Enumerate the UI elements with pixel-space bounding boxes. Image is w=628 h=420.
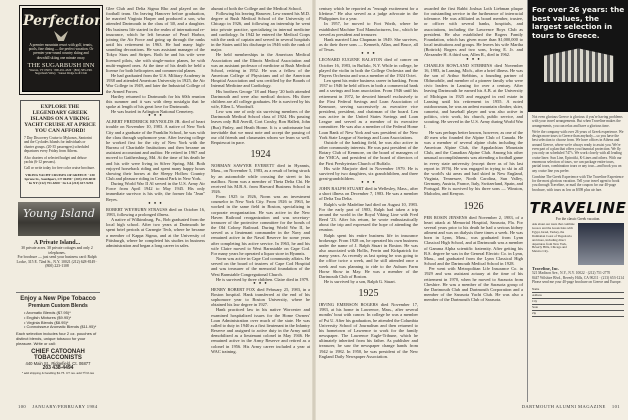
blend-item: • Aromatic Blends ($7.95)*	[24, 310, 71, 315]
class-year-heading: 1924	[250, 149, 271, 161]
ad-phone: 203 438-4494	[42, 365, 74, 372]
obituary-paragraph: PER ROSIN JENSENS died November 2, 1983, of a heart attack at Memorial Hospital, Sarasota, Fla. For several years prior to his death he had a serious kidney ailment and was on dialysis three times a week. He was born in Lynn, Mass., was graduated from Lynn Classical High School, and at Dartmouth was a member of Gamma Alpha scientific fraternity. After getting his B.S. degree he was in the General Electric Co. in Lynn, Mass., and graduated from the Lynn Classical High School and the Dartmouth Medical School in 1928.	[424, 214, 523, 267]
ad-paragraph: Not even glorious Greece is glorious if you're having problems with your travel arrangements. But when Traveline makes the arrangements, you can relax and have a glorious time.	[532, 115, 623, 128]
coupon-field-zip[interactable]: Zip	[532, 311, 624, 317]
text-column-4	[424, 6, 523, 394]
ad-logo: Young Island	[23, 207, 95, 220]
coupon-field-address[interactable]: Address	[532, 293, 624, 299]
coupon[interactable]	[528, 221, 628, 267]
page-number: 100	[18, 404, 27, 409]
obituary-paragraph: A native of Wilkinsburg, Pa., Bob graduated from the local high school. After two years at Dartmouth he spent brief periods at Carnegie Tech, where he became a member of Kappa Sigma, and at the University of Pittsburgh, where he completed his studies in business administration and began a long career in sales.	[106, 217, 205, 248]
footer-left	[18, 404, 98, 409]
ad-contact: Sugarbush Valley · Sunset Ridge Golf Club	[34, 71, 88, 76]
sugarbush-ad	[22, 8, 110, 92]
class-year-heading: 1925	[358, 288, 379, 300]
brochure-image	[578, 223, 624, 265]
company-name: Traveline, Inc.	[532, 266, 560, 272]
blend-item: • Connoisseur Aromatic Blends ($11.95)*	[24, 324, 97, 330]
obituary-paragraph: Outside of the banking field, he was also active in other community interests. He was past president of the Rotary Club of Kenmore, on the board of managers of the YMCA, and president of the board of directors of the First Presbyterian Church of Buffalo.	[319, 139, 418, 166]
ad-footer: VIKING YACHT CRUISES OF GREECE · 230 Spruce St., Southport, CT 06490 · (203) 259-6030 · In NY (212) 751-6300 · In LA (213) 617-9292	[24, 172, 96, 185]
traveline-ad	[527, 0, 628, 402]
obituary-paragraph: He is survived by a son, Ralph G. Stuart.	[324, 278, 396, 284]
obituary-paragraph: Hank practiced law in his native Worcester and examined hospitalized issues for the Home Owners' Loan Administration over much of the state. He was called to duty in 1940 as a first lieutenant in the Infantry Reserve and assigned to active duty in the Army until demobilized as a lieutenant colonel in May 1946. He remained active in the Army Reserve and retired as a colonel in 1956. His Army career included a year at WAC training.	[211, 307, 310, 354]
ad-address: 440 Main St., Ridgefield, Ct. 06877	[25, 361, 91, 367]
young-island-photo	[18, 202, 100, 236]
obituary-paragraph: His wife Marjorie died in November 1979. He is survived by two daughters, six grandchildren, and three great-grandchildren.	[319, 165, 418, 181]
obituary-paragraph: awarded the first Rabbi Joshua Loth Liebman plaque for outstanding service in the furtherance of interracial tolerance. He was affiliated as board member, trustee, or officer with several banks, hospitals, and associations, including the Lawrence Boys Club as president. He also established the Rogers Family Foundation, which has given more than $1,000,000 to local institutions and groups. He leaves his wife Martha (Bottrick) Rogers and two sons, Irving E. Jr. and Alexander H. A third son, Allen R., died in 1962.	[424, 6, 523, 58]
separator: • • •	[466, 56, 481, 63]
obituary-paragraph: HENRY ROBERT FOX died February 25, 1983, in a Boston hospital. Hank transferred at the end of his sophomore year to Boston University, where he obtained his law degree in 1927.	[211, 286, 310, 308]
footer-right	[522, 404, 620, 409]
ad-tagline: For the classic Greek vacation.	[555, 217, 601, 222]
coupon-text: Ask about our tours that combine Greece and the Greek Isles with Egypt, Israel, Turkey, the Dalmatian Coast of Yugoslavia and more, including direct departures from New York, Beverly Hills, Chicago and Mexico City.	[532, 222, 575, 254]
ad-body: 7 Day Discovery Cruise to Mykonos, Santorini and the Cyclades Islands for individuals or charter groups. (20-35 passengers) scheduled departures every Friday from Athens.	[24, 136, 92, 154]
blend-item: • Virginia Blends ($8.95)*	[24, 319, 69, 325]
obituary-paragraph: He was perhaps better known, however, as one of the 40 men who founded the Alpine Club of Canada. He was a member of several alpine clubs including the American Alpine Club, the Appalachian Mountain Club, and the Canadian Alpine Club. Among his other unusual accomplishments was attending a football game in every state university (except three as of his last report in 1976). He was engaged in trying to ski in all the world's ski areas and had skied in New England, Virginia, Tennessee, North Carolina, Sun Valley, Germany, Austria, France, Italy, Switzerland, Spain, and Portugal. He is survived by his three sons — Winston, Malcolm, and Kenyon.	[424, 129, 524, 197]
ad-company	[528, 267, 628, 287]
obituary-paragraph: NORMAN SAWYER EVERETT died in Hyannis, Mass., on November 5, 1983, as a result of being struck by an automobile while crossing the street to his mailbox. Norm was a member of Theta Delta Chi. He received his M.B.A. from Harvard Business School in 1926.	[211, 163, 310, 194]
company-address: 521 Madison Ave., N.Y., N.Y. 10022 · (212) 751-2770	[532, 271, 611, 276]
obituary-paragraph: Following his leaving Hanover, Lew earned his M.D. degree at Rush Medical School of the University of Chicago in 1926, and following an internship he went into private practice, specializing in internal medicine and cardiology. In 1942 he entered the Medical Corps with the rank of captain and served in several hospitals in the States until his discharge in 1946 with the rank of major.	[211, 11, 310, 53]
obituary-paragraph: Norm was active in Cape Cod community affairs. He served on the board of trustees of Cape Cod Hospital and was treasurer of the memorial foundation of the West Barnstable Congregational Church.	[211, 256, 310, 277]
ad-body: 30 private acres. 30 private cottages and only 2 telephones.	[21, 246, 93, 255]
company-address: 8447 Wilshire Blvd., Beverly Hills, CA 90211 · (213) 653-1214	[532, 275, 624, 280]
ad-body: A premier mountain resort with golf, tennis, pools, fine dining — the perfect vacation. Or premier year-round country skiing and downhill skiing one minute away.	[28, 43, 94, 60]
separator: • • •	[148, 200, 163, 207]
obituary-paragraph: Glee Club and Delta Sigma Rho and played on the football team. On leaving Hanover before graduation, he married Virginia Harper and produced a son, who attended Dartmouth in the class of '40, and a daughter. His business life started in the realm of international re-insurance, which he left because of Pearl Harbor, joining the Air Force and going up through the ranks until his retirement in 1963. He had many high-sounding decorations. He was assistant manager of the Tokyo Stars and Stripes. Both he and his wife were licensed pilots, she with single-motor planes, he with multi-engined ones. At the time of his death he held a license for both helicopters and commercial planes.	[106, 6, 205, 73]
page-fold	[312, 0, 316, 420]
viking-ad	[20, 100, 100, 198]
obituary-paragraph: Per went with Metropolitan Life Insurance Co. in 1929 and was assistant actuary at the time of his retirement in 1970, when he moved to Sarasota from Cheshire. He was a member of the Sarasota group of the Dartmouth Club and Dartmouth Corporation and a member of the Sarasota Yacht Club. He was also a member of the Dartmouth Club of Sarasota.	[424, 266, 523, 303]
issue-date: JANUARY/FEBRUARY 1984	[32, 404, 98, 409]
obituary-paragraph: Hartley returned to Dartmouth for his 60th reunion this summer and it was with deep nostalgia that he spoke at length of his great love for Dartmouth.	[106, 93, 205, 109]
island-ad	[14, 240, 100, 282]
ad-paragraph: Combine The Greek Experience with The Traveline Experience for the most glorious vacation. Tell your travel agent to book you through Traveline, or mail the coupon for our 40-page brochure, with tours as low as $398 plus air fare.	[532, 174, 624, 192]
class-year-heading: 1926	[463, 200, 484, 212]
coupon-field-name[interactable]: Name	[532, 287, 624, 293]
ad-header	[528, 0, 628, 112]
obituary-paragraph: From 1925 to 1926, Norm was an investment counselor in New York City. From 1926 to 1963, he worked in the same field in Boston, specializing in corporate reorganization. He was active in the New Haven Railroad reorganization and was secretary-treasurer of the protective committee for the bonds of the Old Colony Railroad. During World War II, he served as a lieutenant commander in the Navy and remained active in the Naval Reserve for some years after completing his active service. In 1963, he and his wife Claire moved to West Barnstable on Cape Cod. For many years he operated a liquor store in Hyannis.	[211, 194, 310, 256]
ad-name: CHIEF CATOONAH TOBACCONISTS	[31, 348, 85, 361]
parthenon-image	[544, 48, 614, 82]
magazine-title: DARTMOUTH ALUMNI MAGAZINE	[521, 404, 606, 409]
separator: • • •	[148, 113, 163, 120]
separator: • • •	[361, 51, 376, 58]
obituary-paragraph: century which he reported as "enough excitement for a lifetime." He also served as a judge advocate in the Philippines for a year.	[319, 6, 418, 22]
blend-item: • English Mixtures ($9.95)*	[24, 314, 72, 320]
obituary-paragraph: Ralph spent his entire business life in insurance brokerage. From 1928 on, he operated his own business under the name of J. Ralph Stuart in Boston. He was also associated with Hollis, Ferrin and Kirkpatrick for many years. As recently as last spring he was going to the office twice a week, and he still attended once a week and was planning to ride to the Auburn Farm Horse Show in May. He was a member of the Dartmouth Club of Boston.	[319, 232, 418, 279]
coupon-request: Please send me your 40-page brochure on Greece and Europe.	[532, 279, 622, 284]
obituary-paragraph: ALBERT FREDERICK REYNOLDS JR. died of heart trouble on November 10, 1983. A native of New York City and a graduate of the Franklin School, he was with the class through sophomore year. After leaving college he worked first for the city of New York with the Bureau of Charitable Institutions and then became an assistant accountant and auditor. He retired in 1967 and moved to Gaithersburg, Md. At the time of his death he and his wife were living in Silver Spring, Md. Both enjoyed horseback riding and spent many happy hours showing their horses at the Sleepy Hollow Country Club and pleasure riding in Central Park in New York.	[106, 119, 205, 181]
obituary-paragraph: LEONARD EUGENE RALSTON died of cancer on October 16, 1983, in Buffalo, N.Y. While in college, he played the violin in both the College Orchestra and the Players Orchestra and was a member of the 1924 Octet.	[319, 57, 418, 78]
page-number: 101	[611, 404, 620, 409]
obituary-paragraph: Lew was one of only six surviving members of the Dartmouth Medical School class of 1924. His passing leaves only Bill Averill, Cort Crosby, Ron Hallett, John (Bus) Finley, and Heath Horne. It is a unfortunate but inevitable that we must note and accept the passing of our old friends and classmates whom we learn so well. Requiescat in pace.	[211, 109, 310, 146]
coupon-field-state[interactable]: State	[532, 305, 624, 311]
obituary-paragraph: Hank married Lina Chapman in 1949. She survives, as do their three sons — Kenneth, Allan, and Bruce, all of Texas.	[319, 36, 418, 53]
obituary-paragraph: In 1957, he moved to Fort Worth, where he established Machine Tool Manufacturers, Inc., which he served as president and treasurer.	[319, 21, 418, 37]
ad-body	[528, 112, 628, 197]
obituary-paragraph: He was buried in Arlington National Cemetery.	[111, 109, 194, 115]
ad-note: * add shipping & handling $1.75. CT res. add 7½% tax	[21, 371, 95, 376]
blend-list	[16, 311, 100, 330]
ad-title: Perfection.	[23, 13, 110, 29]
ad-address: Warren, VT 05674 · 800-451-4320 · (802) 583-2301	[29, 67, 93, 72]
ad-name: THE SUGARBUSH INN	[27, 61, 95, 69]
obituary-paragraph: ROBERT WEYBURN STRAUSS died on October 16, 1983, following a prolonged illness.	[106, 206, 205, 217]
ad-paragraph: We're the company with over 26 years of Greek experience. We design more tours to Greece than anybody—so you have the best selection to choose from. We have offices in Athens and around Greece, where we're always ready to assist you. We're even part of a plan that offers you financial protection. We fly you only on scheduled 747's. We work closely with all leading cruise lines: Sun Line, Epirotiki, K-Lines and others. With our enormous selection of tours, we can package entire tours, partial tours, combination tours or any tour—and book you on any cruise line you prefer.	[532, 129, 624, 173]
obituary-paragraph: His brothers George '18 and Harry '20 both attended Dartmouth and were also medical doctors. His three children are all college graduates. He is survived by his wife, Ellen L. Woodruff.	[211, 88, 310, 109]
obituary-paragraph: IRVING EMERSON ROGERS died November 17, 1983, at his home in Lawrence, Mass., after several months' bout with cancer. In college he was a member of Psi U. After his graduation, he attended the Columbia University School of Journalism and then returned to his hometown of Lawrence to work for the family newspaper. The Lawrence Eagle-Tribune, which he ultimately inherited from his father. As publisher and treasurer, he saw the newspaper change hands from 1942 to 1982. In 1950, he was president of the New England Daily Newspaper Association.	[319, 302, 418, 359]
ad-headline: EXPLORE THE LEGENDARY GREEK ISLANDS ON A VIKING YACHT CRUISE AT A PRICE YOU CAN AFFORD!	[24, 104, 96, 134]
obituary-paragraph: Len spent his entire business career in banking. From 1937 to 1946 he held offices in both a commercial bank and a savings and loan association. From 1946 until his retirement in 1972, he devoted himself exclusively to the First Federal Savings and Loan Association of Kenmore, serving successively as executive vice president, president, and chairman of the board. Len was active in the United States Savings and Loan League and served as a member of its executive committee. He was also a member of the Federal Home Loan Bank of New York and was president of the New York State League of Savings and Loan Associations.	[319, 78, 418, 140]
ad-contact: For brochure — just send your business card: Ralph Locke, 315 E. 72nd St., N.Y. 10021 (212) 628-8149 · (800) 223-1108	[16, 255, 98, 269]
pipe-tobacco-ad	[16, 292, 100, 400]
obituary-paragraph: JOHN RALPH STUART died in Wellesley, Mass., after a short illness on December 7, 1983. He was a member of Delta Tau Delta.	[319, 186, 418, 202]
obituary-paragraph: He is survived by three children. Claire died in 1979.	[216, 276, 310, 282]
text-column-3	[319, 6, 418, 394]
ad-body: Call or write today for free color cruise brochure.	[24, 166, 95, 171]
obituary-paragraph: CHARLES ROWLAND STEBBINS died November 16, 1983, in Lansing, Mich., after a brief illness. He was the son of Arthur Stebbins, a founding partner of Oldsmobile, and member of a pioneer family who were civic leaders in Lansing for over a century. After leaving Dartmouth he earned his A.B. at the University of Michigan in 1925 and engaged in real estate in Lansing until his retirement in 1955. A noted outdoorsman, he was an ardent mountain climber, skier, canoeist, and baseball player and was also active in politics, civic work, his church, public service, and scouting. He served in the U.S. Army during World War I.	[424, 62, 524, 130]
separator: • • •	[361, 180, 376, 187]
ad-body: Also charters of selected budget and deluxe yachts (6-12 persons).	[24, 155, 87, 165]
traveline-logo: TRAVELINE	[529, 199, 627, 218]
obituary-paragraph: He held memberships in the American Medical Association and the Illinois Medical Association and was an assistant professor of medicine at Rush Medical School, retiring in 1952. He was a fellow of the American College of Physicians and of the American Hospital Association and was certified by the Boards of Internal Medicine and Cardiology.	[211, 52, 310, 89]
obituary-paragraph: Ralph's wife Madeline had died on August 10, 1983. For the early part of 1983, Ralph had taken a trip around the world in the Royal Viking Line with Fred Reed '23. After his return, he wrote enthusiastically about the trip and expressed the hope of attending the reunion.	[319, 201, 418, 233]
separator: • • •	[253, 280, 268, 287]
coupon-field-city[interactable]: City	[532, 299, 624, 305]
obituary-paragraph: He had graduated from the U.S. Military Academy in 1938 and attended American University in 1925, the Air War College in 1949, and later the Industrial College of the Armed Forces.	[106, 73, 205, 94]
ad-headline: For over 26 years: the best values, the largest selection in tours to Greece.	[532, 5, 625, 40]
ad-headline: Enjoy a New Pipe Tobacco	[20, 296, 96, 302]
obituary-paragraph: alumni of both the College and the Medical School.	[211, 6, 302, 11]
ad-subhead: Premium Custom Blends	[28, 302, 88, 309]
ad-headline: A Private Island...	[33, 240, 81, 246]
eagle-logo-icon	[54, 31, 68, 41]
ad-body: Each selection includes four 2 oz. pouches of distinct blends, unique tobacco for your pleasure. Write or call:	[16, 331, 97, 346]
coupon-fields[interactable]	[528, 287, 628, 317]
obituary-paragraph: During World War II Al served in the U.S. Army Air Force from April 1942 to May 1945. His only immediate survivor is his wife, the former Ida "Jean" Reyes.	[106, 181, 205, 202]
text-column-2	[211, 6, 310, 394]
text-column-1	[106, 6, 205, 394]
